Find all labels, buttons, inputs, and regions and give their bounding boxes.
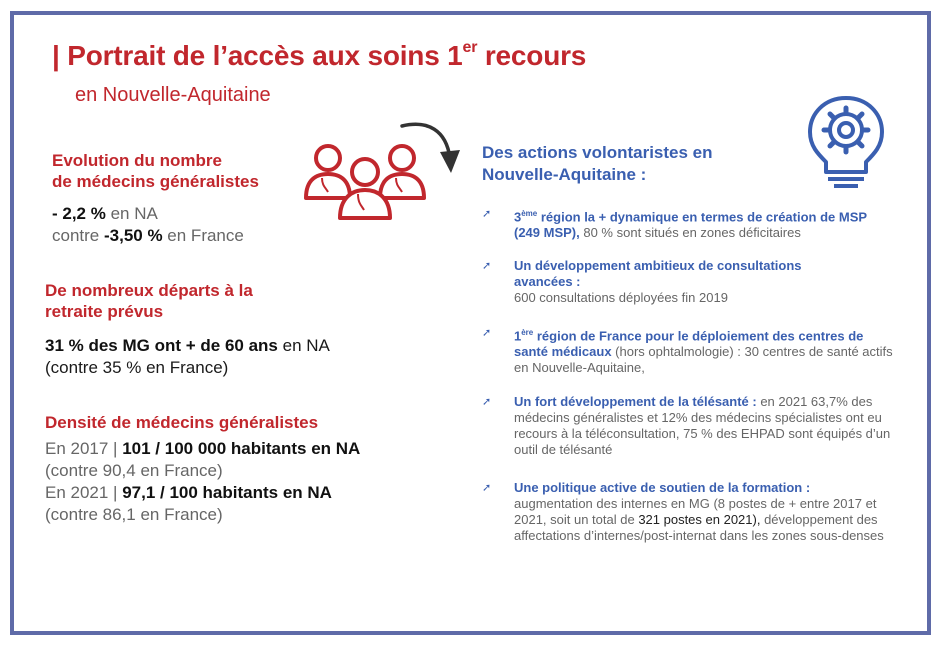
densite-heading: Densité de médecins généralistes (45, 413, 319, 432)
page-subtitle: en Nouvelle-Aquitaine (75, 84, 271, 106)
bullet-arrow-icon: ➚ (482, 396, 492, 408)
doctors-group-icon (300, 140, 432, 222)
bullet-arrow-icon: ➚ (482, 208, 492, 220)
bullet-arrow-icon: ➚ (482, 260, 492, 272)
lightbulb-gear-icon (800, 92, 892, 192)
evolution-heading: Evolution du nombre de médecins généralistes (52, 151, 259, 191)
actions-heading: Des actions volontaristes en Nouvelle-Aquitaine : (482, 143, 713, 184)
bullet-arrow-icon: ➚ (482, 327, 492, 339)
page-title: | Portrait de l’accès aux soins 1er recours (52, 38, 587, 71)
departs-heading: De nombreux départs à la retraite prévus (45, 281, 253, 321)
evolution-values: - 2,2 % en NA contre -3,50 % en France (52, 204, 244, 245)
departs-values: 31 % des MG ont + de 60 ans en NA (contre 35 % en France) (45, 336, 330, 377)
bullet-arrow-icon: ➚ (482, 482, 492, 494)
densite-values: En 2017 | 101 / 100 000 habitants en NA (contre 90,4 en France) En 2021 | 97,1 / 100 habitants en NA (contre 86,1 en France) (45, 439, 361, 524)
